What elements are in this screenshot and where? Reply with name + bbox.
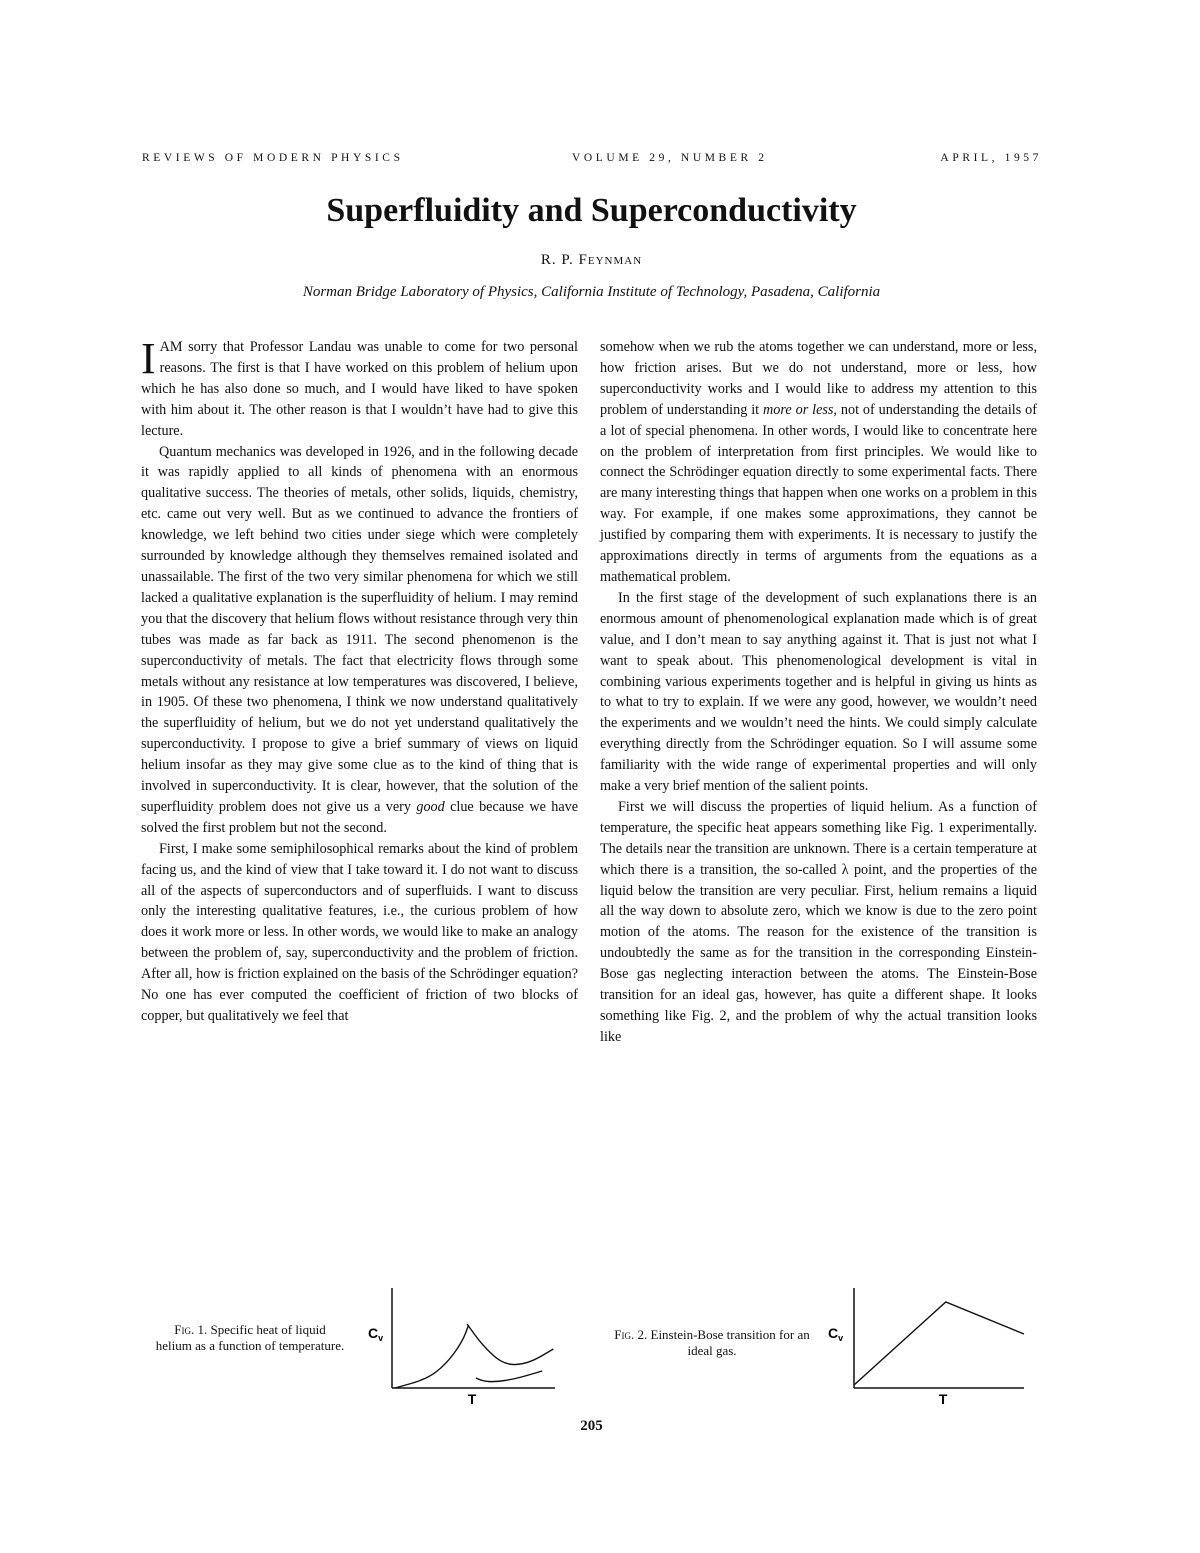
figure-label: Fig. 2.: [614, 1327, 648, 1342]
series-line-2: [467, 1324, 553, 1365]
figure-label: Fig. 1.: [174, 1322, 208, 1337]
series-line-3: [476, 1371, 542, 1382]
caption-text: Einstein-Bose transition for an ideal gas.: [647, 1327, 810, 1358]
author-name: R. P. Feynman: [540, 252, 643, 268]
running-head: [142, 152, 1042, 172]
series-line-1: [395, 1325, 469, 1388]
paragraph: First, I make some semiphilosophical remarks about the kind of problem facing us, and the kind of view that I take toward it. I do not want to discuss all of the aspects of superconductors and of superfluids. I want to discuss only the interesting qualitative features, i.e., the curious problem of how does it work more or less. In other words, we would like to make an analogy between the problem of, say, superconductivity and the problem of friction. After all, how is friction explained on the basis of the Schrödinger equation? No one has ever computed the coefficient of friction of two blocks of copper, but qualitatively we feel that: [141, 840, 578, 1024]
x-axis-label: T: [467, 1391, 477, 1407]
figure-2-plot: [826, 1283, 1026, 1413]
volume-number: VOLUME 29, NUMBER 2: [572, 152, 768, 164]
paragraph: [141, 442, 578, 839]
paragraph: [600, 337, 1037, 588]
emphasis: good: [416, 798, 445, 815]
affiliation: Norman Bridge Laboratory of Physics, California Institute of Technology, Pasadena, California: [302, 284, 881, 300]
paragraph: In the first stage of the development of such explanations there is an enormous amount of phenomenological explanation made which is of great value, and I don’t mean to say anything against it. That is just not what I want to speak about. This phenomenological development is vital in combining various experiments together and is helpful in giving us hints as to what to try to explain. If we were any good, however, we wouldn’t need the experiments and we wouldn’t need the hints. We could simply calculate everything directly from the Schrödinger equation. So I will assume some familiarity with the wide range of experimental properties and will only make a very brief mention of the salient points.: [600, 589, 1037, 795]
issue-date: APRIL, 1957: [940, 152, 1042, 164]
paragraph-text: AM sorry that Professor Landau was unable to come for two personal reasons. The first is that I have worked on this problem of helium upon which he has also done so much, and I would have liked to have spoken with him about it. The other reason is that I wouldn’t have had to give this lecture.: [141, 339, 578, 439]
left-column: [141, 334, 579, 1027]
paragraph: First we will discuss the properties of liquid helium. As a function of temperature, the specific heat appears something like Fig. 1 experimentally. The details near the transition are unknown. There is a certain temperature at which there is a transition, the so-called λ point, and the properties of the liquid below the transition are very peculiar. First, helium remains a liquid all the way down to absolute zero, which we know is due to the zero point motion of the atoms. The reason for the existence of the transition is undoubtedly the same as for the transition in the corresponding Einstein-Bose gas neglecting interaction between the atoms. The Einstein-Bose transition for an ideal gas, however, has quite a different shape. It looks something like Fig. 2, and the problem of why the actual transition looks like: [600, 798, 1037, 1045]
paragraph: [141, 334, 578, 442]
right-column: [600, 337, 1037, 1048]
emphasis: more or less: [763, 401, 834, 418]
drop-cap: I: [141, 334, 156, 383]
x-axis-label: T: [938, 1391, 948, 1407]
paragraph-text: Quantum mechanics was developed in 1926, and in the following decade it was rapidly applied to all kinds of phenomena with an enormous qualitative success. The theories of metals, other solids, liquids, chemistry, etc. came out very well. But as we continued to advance the frontiers of knowledge, we left behind two cities under siege which were completely surrounded by knowledge although they themselves remained isolated and unassailable. The first of the two very similar phenomena for which we still lacked a qualitative explanation is the superfluidity of helium. I may remind you that the discovery that helium flows without resistance through very thin tubes was made as far back as 1911. The second phenomenon is the superconductivity of metals. The fact that electricity flows through some metals without any resistance at low temperatures was discovered, I believe, in 1905. Of these two phenomena, I think we now understand qualitatively the superfluidity of helium, but we do not yet understand qualitatively the superconductivity. I propose to give a brief summary of views on liquid helium insofar as they may give some clue as to the kind of thing that is involved in superconductivity. It is clear, however, that the solution of the superfluidity problem does not give us a very: [141, 443, 578, 815]
paragraph-text: somehow when we rub the atoms together we can understand, more or less, how friction arises. But we do not understand, more or less, how superconductivity works and I would like to address my attention to this problem of understanding it: [600, 339, 1037, 418]
page-title: Superfluidity and Superconductivity: [326, 192, 857, 229]
y-axis-label: $C_v$: [828, 1325, 844, 1343]
figure-2-caption: [612, 1327, 812, 1359]
paragraph-text: clue because we have solved the first problem but not the second.: [141, 798, 579, 836]
journal-name: REVIEWS OF MODERN PHYSICS: [142, 152, 404, 164]
page-number: 205: [580, 1418, 603, 1434]
y-axis-label: $C_v$: [368, 1325, 384, 1343]
paragraph-text: , not of understanding the details of a lot of special phenomena. In other words, I would like to concentrate here on the problem of interpretation from first principles. We would like to connect the Schrödinger equation directly to some experimental facts. There are many interesting things that happen when one works on a problem in this way. For example, if one makes some approximations, they cannot be justified by comparing them with experiments. It is necessary to justify the approximations directly in terms of arguments from the equations as a mathematical problem.: [600, 401, 1037, 585]
caption-text: Specific heat of liquid helium as a function of temperature.: [155, 1322, 345, 1353]
figure-1-plot: [360, 1283, 560, 1413]
figure-1-caption: [155, 1322, 345, 1354]
series-line-1: [854, 1302, 1024, 1385]
